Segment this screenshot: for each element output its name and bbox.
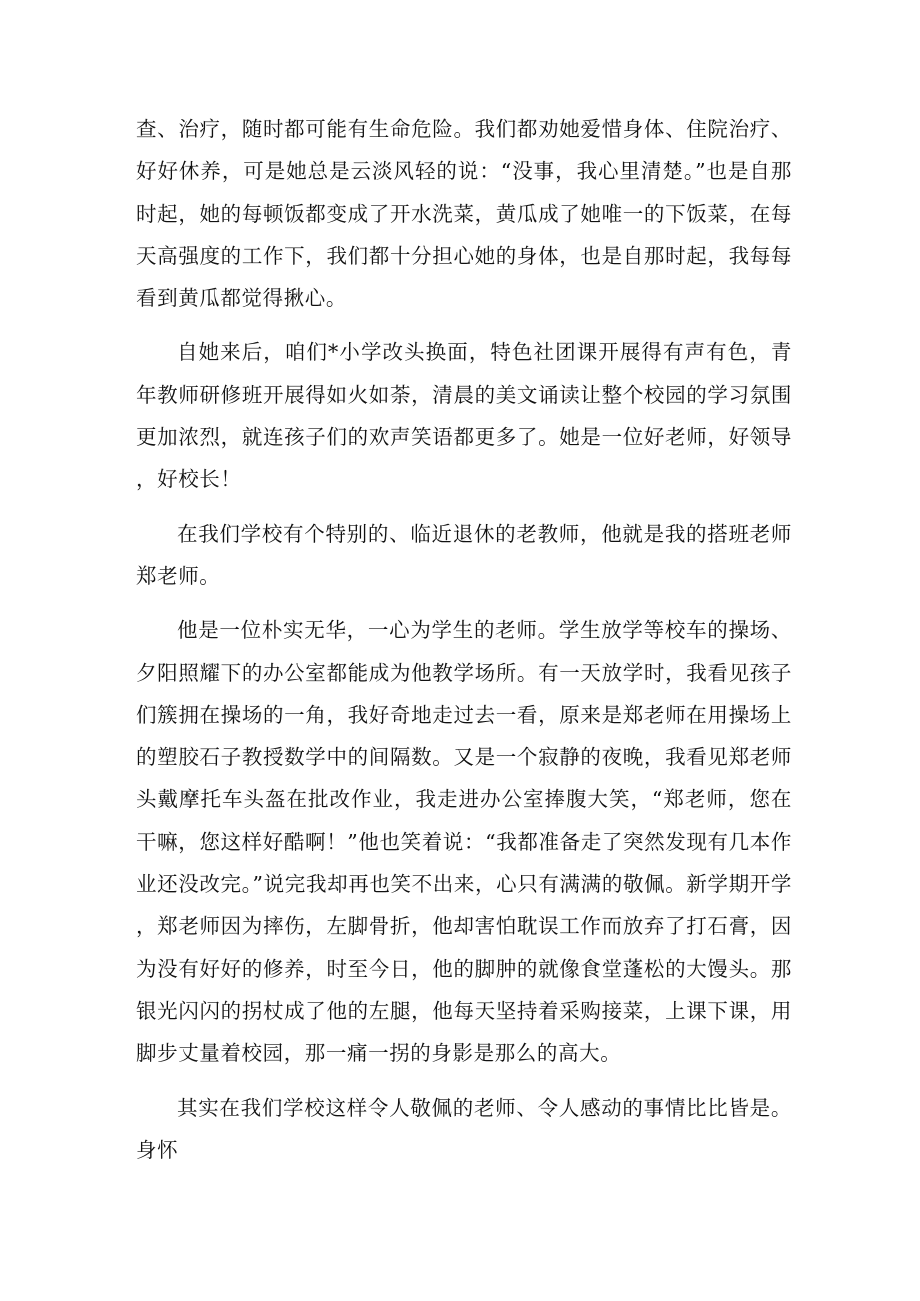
- paragraph: 自她来后，咱们*小学改头换面，特色社团课开展得有声有色，青年教师研修班开展得如火如荼，清晨的美文诵读让整个校园的学习氛围更加浓烈，就连孩子们的欢声笑语都更多了。她是一位好老师，好领导，好校长！: [136, 340, 792, 492]
- paragraph: 在我们学校有个特别的、临近退休的老教师，他就是我的搭班老师郑老师。: [136, 521, 792, 588]
- paragraph: 其实在我们学校这样令人敬佩的老师、令人感动的事情比比皆是。身怀: [136, 1095, 792, 1162]
- paragraph-continued: 查、治疗，随时都可能有生命危险。我们都劝她爱惜身体、住院治疗、好好休养，可是她总是云淡风轻的说：“没事，我心里清楚。”也是自那时起，她的每顿饭都变成了开水洗菜，黄瓜成了她唯一的下饭菜，在每天高强度的工作下，我们都十分担心她的身体，也是自那时起，我每每看到黄瓜都觉得揪心。: [136, 117, 792, 311]
- document-body: [136, 108, 792, 1171]
- paragraph: 他是一位朴实无华，一心为学生的老师。学生放学等校车的操场、夕阳照耀下的办公室都能成为他教学场所。有一天放学时，我看见孩子们簇拥在操场的一角，我好奇地走过去一看，原来是郑老师在用操场上的塑胶石子教授数学中的间隔数。又是一个寂静的夜晚，我看见郑老师头戴摩托车头盔在批改作业，我走进办公室捧腹大笑，“郑老师，您在干嘛，您这样好酷啊！”他也笑着说：“我都准备走了突然发现有几本作业还没改完。”说完我却再也笑不出来，心只有满满的敬佩。新学期开学，郑老师因为摔伤，左脚骨折，他却害怕耽误工作而放弃了打石膏，因为没有好好的修养，时至今日，他的脚肿的就像食堂蓬松的大馒头。那银光闪闪的拐杖成了他的左腿，他每天坚持着采购接菜，上课下课，用脚步丈量着校园，那一痛一拐的身影是那么的高大。: [136, 618, 792, 1066]
